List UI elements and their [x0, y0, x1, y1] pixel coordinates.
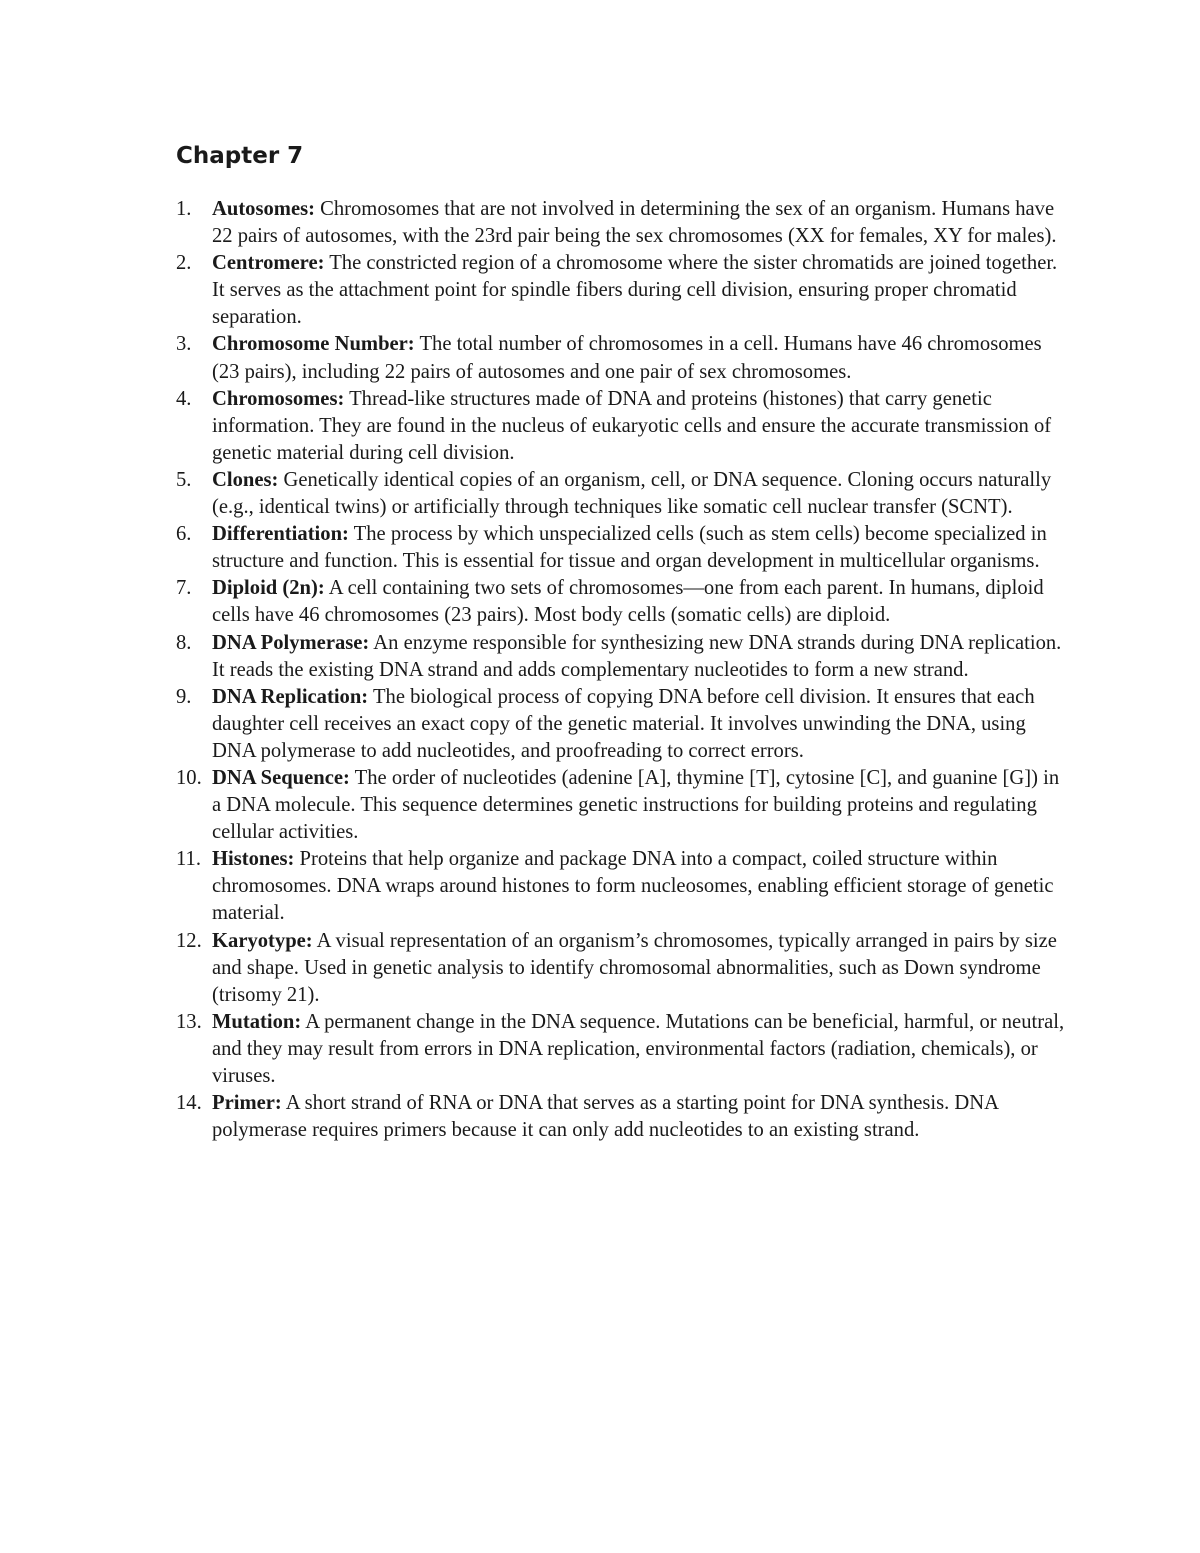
item-number: 2.	[176, 252, 192, 275]
list-item	[176, 684, 1066, 765]
term-definition: The order of nucleotides (adenine [A], thymine [T], cytosine [C], and guanine [G]) in a DNA molecule. This sequence determines genetic instructions for building proteins and regulating cellular activities.	[212, 766, 1060, 844]
glossary-list	[176, 196, 1066, 1144]
term-definition: The process by which unspecialized cells (such as stem cells) become specialized in structure and function. This is essential for tissue and organ development in multicellular organisms.	[212, 523, 1047, 573]
term-definition: The biological process of copying DNA before cell division. It ensures that each daughter cell receives an exact copy of the genetic material. It involves unwinding the DNA, using DNA polymerase to add nucleotides, and proofreading to correct errors.	[212, 685, 1035, 762]
item-number: 5.	[176, 468, 192, 491]
term-definition: A permanent change in the DNA sequence. Mutations can be beneficial, harmful, or neutral, and they may result from errors in DNA replication, environmental factors (radiation, chemicals), or viruses.	[212, 1010, 1065, 1087]
list-item	[176, 250, 1066, 331]
term-definition: An enzyme responsible for synthesizing new DNA strands during DNA replication. It reads the existing DNA strand and adds complementary nucleotides to form a new strand.	[212, 631, 1062, 681]
item-number: 3.	[176, 333, 192, 356]
item-number: 14.	[176, 1092, 202, 1115]
item-number: 8.	[176, 631, 192, 654]
list-item	[176, 630, 1066, 684]
term-label: Karyotype:	[212, 929, 313, 952]
term-label: Chromosome Number:	[212, 333, 415, 356]
chapter-title: Chapter 7	[176, 143, 304, 169]
term-label: Centromere:	[212, 252, 325, 275]
item-number: 10.	[176, 766, 202, 789]
item-number: 1.	[176, 198, 192, 220]
term-definition: Proteins that help organize and package DNA into a compact, coiled structure within chromosomes. DNA wraps around histones to form nucleosomes, enabling efficient storage of genetic material.	[212, 848, 1054, 925]
term-definition: A short strand of RNA or DNA that serves as a starting point for DNA synthesis. DNA polymerase requires primers because it can only add nucleotides to an existing strand.	[212, 1092, 998, 1142]
item-number: 4.	[176, 387, 192, 410]
list-item	[176, 928, 1066, 1009]
item-number: 12.	[176, 929, 202, 952]
list-item	[176, 765, 1066, 846]
term-definition: A cell containing two sets of chromosomes—one from each parent. In humans, diploid cells have 46 chromosomes (23 pairs). Most body cells (somatic cells) are diploid.	[212, 577, 1044, 627]
item-number: 7.	[176, 577, 192, 600]
list-item	[176, 1090, 1066, 1144]
list-item	[176, 196, 1066, 250]
term-label: DNA Polymerase:	[212, 631, 370, 654]
term-label: Primer:	[212, 1092, 282, 1115]
item-number: 9.	[176, 685, 192, 708]
term-definition: The constricted region of a chromosome where the sister chromatids are joined together. It serves as the attachment point for spindle fibers during cell division, ensuring proper chromatid separation.	[212, 252, 1058, 329]
term-label: DNA Replication:	[212, 685, 369, 708]
term-label: Chromosomes:	[212, 387, 345, 410]
list-item	[176, 1009, 1066, 1090]
term-definition: Chromosomes that are not involved in determining the sex of an organism. Humans have 22 pairs of autosomes, with the 23rd pair being the sex chromosomes (XX for females, XY for males).	[212, 198, 1057, 248]
item-number: 11.	[176, 848, 201, 871]
list-item	[176, 331, 1066, 385]
term-label: Autosomes:	[212, 198, 315, 220]
item-number: 6.	[176, 523, 192, 546]
term-definition: Thread-like structures made of DNA and proteins (histones) that carry genetic information. They are found in the nucleus of eukaryotic cells and ensure the accurate transmission of genetic material during cell division.	[212, 387, 1052, 464]
term-label: Differentiation:	[212, 523, 349, 546]
item-number: 13.	[176, 1010, 202, 1033]
term-definition: The total number of chromosomes in a cell. Humans have 46 chromosomes (23 pairs), including 22 pairs of autosomes and one pair of sex chromosomes.	[212, 333, 1042, 383]
term-label: Clones:	[212, 468, 279, 491]
list-item	[176, 521, 1066, 575]
list-item	[176, 575, 1066, 629]
list-item	[176, 846, 1066, 927]
term-definition: Genetically identical copies of an organism, cell, or DNA sequence. Cloning occurs naturally (e.g., identical twins) or artificially through techniques like somatic cell nuclear transfer (SCNT).	[212, 468, 1052, 519]
term-label: DNA Sequence:	[212, 766, 350, 789]
term-label: Histones:	[212, 848, 295, 871]
list-item	[176, 386, 1066, 467]
list-item	[176, 467, 1066, 521]
term-label: Diploid (2n):	[212, 577, 325, 600]
term-label: Mutation:	[212, 1010, 302, 1033]
term-definition: A visual representation of an organism’s chromosomes, typically arranged in pairs by size and shape. Used in genetic analysis to identify chromosomal abnormalities, such as Down syndrome (trisomy 21).	[212, 929, 1057, 1006]
